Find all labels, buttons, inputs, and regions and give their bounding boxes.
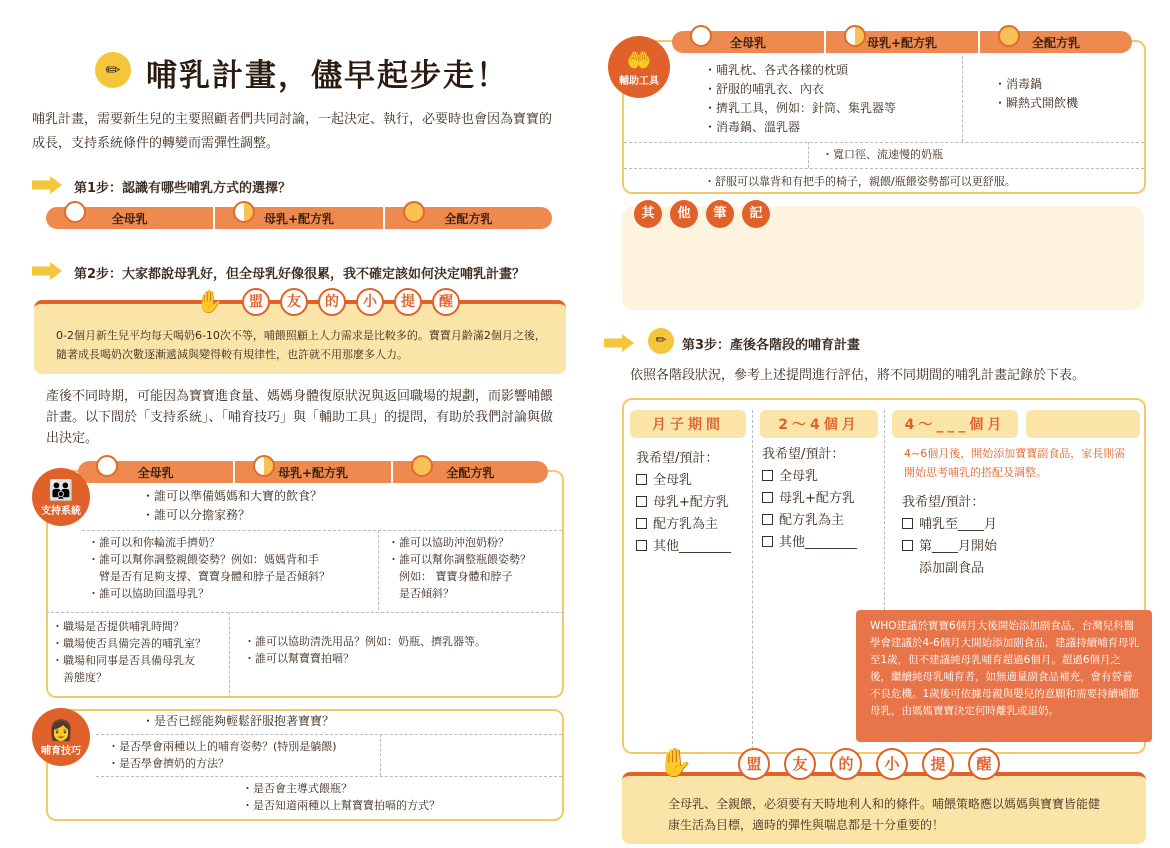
option-bar-tools: 全母乳 母乳+配方乳 全配方乳 bbox=[672, 31, 1132, 53]
tip-title: 盟 友 的 小 提 醒 bbox=[242, 288, 460, 316]
support-clean-lines: ・誰可以協助清洗用品？例如：奶瓶、擠乳器等。 ・誰可以幫寶寶拍嗝？ bbox=[244, 635, 486, 665]
filled-circle-icon bbox=[403, 201, 425, 223]
notes-title: 其 他 筆 記 bbox=[634, 200, 770, 228]
option-bar-support: 全母乳 母乳+配方乳 全配方乳 bbox=[78, 461, 548, 483]
checkbox-row[interactable]: 全母乳 bbox=[762, 466, 857, 488]
col3-content: 我希望/預計： 哺乳至____月 第____月開始 添加副食品 bbox=[902, 495, 998, 576]
col-head-4-x: 4～___個月 bbox=[892, 410, 1018, 438]
step3-heading: 第3步：產後各階段的哺育計畫 bbox=[682, 338, 861, 353]
support-work-lines: ・職場是否提供哺乳時間？ ・職場使否具備完善的哺乳室？ ・職場和同事是否具備母乳友 善態度？ bbox=[52, 620, 206, 684]
skill-mid-lines: ・是否學會兩種以上的哺育姿勢？(特別是躺餵) ・是否學會擠奶的方法？ bbox=[108, 740, 337, 770]
checkbox-row[interactable]: 母乳+配方乳 bbox=[636, 492, 731, 514]
support-formula-lines: ・誰可以協助沖泡奶粉？ ・誰可以幫你調整瓶餵姿勢？ 例如： 寶寶身體和脖子 是否傾斜？ bbox=[388, 536, 531, 600]
pencil-icon: ✏ bbox=[95, 52, 131, 88]
page-title: 哺乳計畫，儘早起步走！ bbox=[146, 58, 509, 94]
col-head-2-4: 2～4個月 bbox=[760, 410, 878, 438]
support-system-icon: 👪 支持系統 bbox=[32, 468, 90, 526]
col3-note: 4~6個月後，開始添加寶寶副食品，家長則需開始思考哺乳的搭配及調整。 bbox=[904, 447, 1126, 479]
arrow-icon bbox=[604, 334, 634, 352]
tools-formula-lines: ・消毒鍋 ・瞬熱式開飲機 bbox=[994, 77, 1079, 110]
step1-heading: 第1步：認識有哪些哺乳方式的選擇？ bbox=[74, 181, 292, 196]
skill-bot-lines: ・是否會主導式餵瓶？ ・是否知道兩種以上幫寶寶拍嗝的方式？ bbox=[242, 782, 440, 812]
checkbox-row[interactable]: 其他________ bbox=[762, 532, 857, 554]
checkbox-row[interactable]: 哺乳至____月 bbox=[902, 514, 997, 536]
col2-content: 我希望/預計： 全母乳 母乳+配方乳 配方乳為主 其他________ bbox=[762, 444, 857, 554]
option-full-breast: 全母乳 bbox=[46, 207, 215, 229]
tools-icon: 🤲 輔助工具 bbox=[608, 36, 670, 98]
discussion-text: 產後不同時期，可能因為寶寶進食量、媽媽身體復原狀況與返回職場的規劃，而影響哺餵計畫。以下間於「支持系統」、「哺育技巧」與「輔助工具」的提問，有助於我們討論與做出決定。 bbox=[46, 389, 554, 446]
col1-content: 我希望/預計： 全母乳 母乳+配方乳 配方乳為主 其他________ bbox=[636, 448, 731, 558]
half-circle-icon bbox=[233, 201, 255, 223]
checkbox-row[interactable]: 配方乳為主 bbox=[636, 514, 731, 536]
tools-mid: ・寬口徑、流速慢的奶瓶 bbox=[822, 148, 943, 161]
tip-text: 0-2個月新生兒平均每天喝奶6-10次不等，哺餵照顧上人力需求是比較多的。寶寶月齡滿2個月之後，隨著成長喝奶次數逐漸遞減與變得較有規律性，也許就不用那麼多人力。 bbox=[56, 329, 546, 361]
hands-icon: ✋ bbox=[196, 290, 224, 315]
support-breast-lines: ・誰可以和你輪流手擠奶？ ・誰可以幫你調整親餵姿勢？例如：媽媽背和手 臂是否有足夠支撐、寶寶身體和脖子是否傾斜？ ・誰可以協助回溫母乳？ bbox=[88, 536, 330, 600]
checkbox-row[interactable]: 母乳+配方乳 bbox=[762, 488, 857, 510]
col-head-blank[interactable] bbox=[1026, 410, 1140, 438]
pencil-icon: ✏ bbox=[648, 328, 674, 354]
option-mixed: 母乳+配方乳 bbox=[215, 207, 384, 229]
step3-desc: 依照各階段狀況，參考上述提問進行評估，將不同期間的哺乳計畫記錄於下表。 bbox=[630, 368, 1086, 383]
support-all-lines: ・誰可以準備媽媽和大寶的飲食？ ・誰可以分擔家務？ bbox=[142, 489, 323, 522]
checkbox-row[interactable]: 配方乳為主 bbox=[762, 510, 857, 532]
full-circle-icon bbox=[64, 201, 86, 223]
tip-title-right: 盟 友 的 小 提 醒 bbox=[738, 748, 1000, 780]
intro-text: 哺乳計畫，需要新生兒的主要照顧者們共同討論，一起決定、執行，必要時也會因為寶寶的成長，支持系統條件的轉變而需彈性調整。 bbox=[32, 112, 553, 151]
tip-box-right bbox=[622, 772, 1146, 844]
step2-heading: 第2步：大家都說母乳好，但全母乳好像很累，我不確定該如何決定哺乳計畫？ bbox=[74, 267, 526, 282]
skill-top: ・是否已經能夠輕鬆舒服抱著寶寶？ bbox=[142, 714, 335, 728]
tip-text-right: 全母乳、全親餵，必須要有天時地利人和的條件。哺餵策略應以媽媽與寶寶皆能健康生活為目標，適時的彈性與喘息都是十分重要的！ bbox=[668, 797, 1101, 832]
col-head-confinement: 月子期間 bbox=[630, 410, 746, 438]
checkbox-row[interactable]: 全母乳 bbox=[636, 470, 731, 492]
who-note: WHO建議於寶寶6個月大後開始添加副食品，台灣兒科醫學會建議於4-6個月大開始添加副食品，建議持續哺育母乳至1歲，但不建議純母乳哺育超過6個月。超過6個月之後，繼續純母乳哺育者，如無適量副食品補充，會有營養不良危機。1歲後可依據母親與嬰兒的意願和需要持續哺餵母乳，由媽媽寶寶決定何時離乳或退奶。 bbox=[856, 610, 1152, 742]
checkbox-row[interactable]: 其他________ bbox=[636, 536, 731, 558]
arrow-icon bbox=[32, 176, 62, 194]
option-bar-step1 bbox=[46, 207, 552, 229]
tools-bottom: ・舒服可以靠背和有把手的椅子，親餵/瓶餵姿勢都可以更舒服。 bbox=[704, 175, 1016, 188]
option-formula: 全配方乳 bbox=[385, 207, 552, 229]
arrow-icon bbox=[32, 262, 62, 280]
tools-breast-lines: ・哺乳枕、各式各樣的枕頭 ・舒服的哺乳衣、內衣 ・擠乳工具，例如：針筒、集乳器等 ・消毒鍋、溫乳器 bbox=[704, 63, 897, 134]
hands-icon: ✋ bbox=[658, 746, 693, 779]
skill-icon: 👩 哺育技巧 bbox=[32, 708, 90, 766]
checkbox-row[interactable]: 第____月開始 bbox=[902, 536, 997, 558]
